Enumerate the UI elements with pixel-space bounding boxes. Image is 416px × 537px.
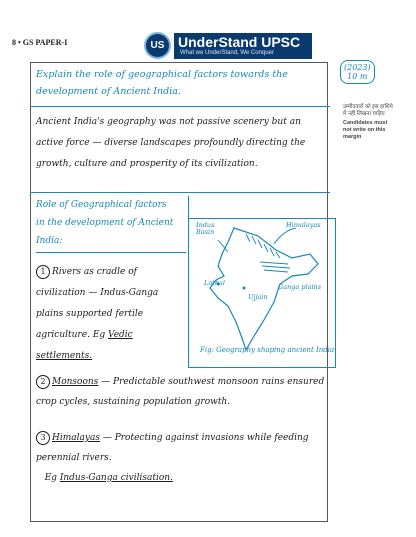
map-label-lothal: Lothal (204, 279, 225, 287)
question-marks: (2023) 10 m (340, 60, 375, 84)
point-body: — Predictable southwest monsoon rains ensured crop cycles, sustaining population growth. (36, 377, 325, 407)
himalayas-arrow (274, 228, 296, 244)
point-number: 1 (36, 265, 50, 279)
margin-instruction (343, 104, 393, 141)
point-body: — Indus-Ganga plains supported fertile agriculture. (36, 288, 159, 340)
section-heading-underline (36, 252, 186, 253)
map-label-indus: Indus Basin (196, 221, 215, 236)
point-2 (36, 372, 326, 412)
example-text: Vedic settlements. (36, 330, 133, 361)
logo-name: UnderStand UPSC (178, 34, 301, 50)
map-label-himalayas: Himalayas (286, 221, 321, 229)
example-text: Indus-Ganga civilisation. (59, 473, 173, 483)
section-heading: Role of Geographical factors in the development of Ancient India: (36, 200, 174, 246)
point-title: Himalayas (52, 433, 100, 443)
point-3 (36, 428, 326, 488)
map-label-ganga: Ganga plains (278, 283, 322, 291)
ujjain-dot (243, 287, 246, 290)
divider (30, 106, 330, 107)
map-label-ujjain: Ujjain (248, 293, 268, 301)
ganga-plains-hatch (260, 262, 290, 272)
question-text: Explain the role of geographical factors towards the development of Ancient India. (36, 69, 288, 97)
point-title: Monsoons (52, 377, 99, 387)
question-marks-value: 10 m (347, 72, 368, 81)
page-header-label: 8 • GS PAPER-I (12, 38, 68, 47)
margin-instruction-hindi: उम्मीदवारों को इस हाशिये में नहीं लिखना चाहिए (343, 104, 393, 117)
point-1 (36, 262, 186, 367)
point-title: Rivers as cradle of civilization (36, 267, 137, 298)
divider (30, 192, 330, 193)
logo-badge: US (144, 32, 171, 59)
example-prefix: Eg (44, 473, 57, 483)
himalaya-hatch (246, 234, 280, 258)
point-number: 2 (36, 375, 50, 389)
question-year: 2023 (347, 63, 368, 72)
margin-instruction-english: Candidates must not write on this margin (343, 120, 388, 140)
intro-paragraph: Ancient India's geography was not passive scenery but an active force — diverse landscapes profoundly directing the growth, culture and prosperity of its civilization. (36, 117, 306, 169)
point-number: 3 (36, 431, 50, 445)
map-caption: Fig: Geography shaping ancient India (200, 346, 335, 354)
example-prefix: Eg (92, 330, 106, 340)
point-body: — Protecting against invasions while feeding perennial rivers. (36, 433, 309, 463)
logo-tagline: What we UnderStand, We Conquer (180, 50, 274, 56)
understand-upsc-logo (144, 32, 314, 62)
